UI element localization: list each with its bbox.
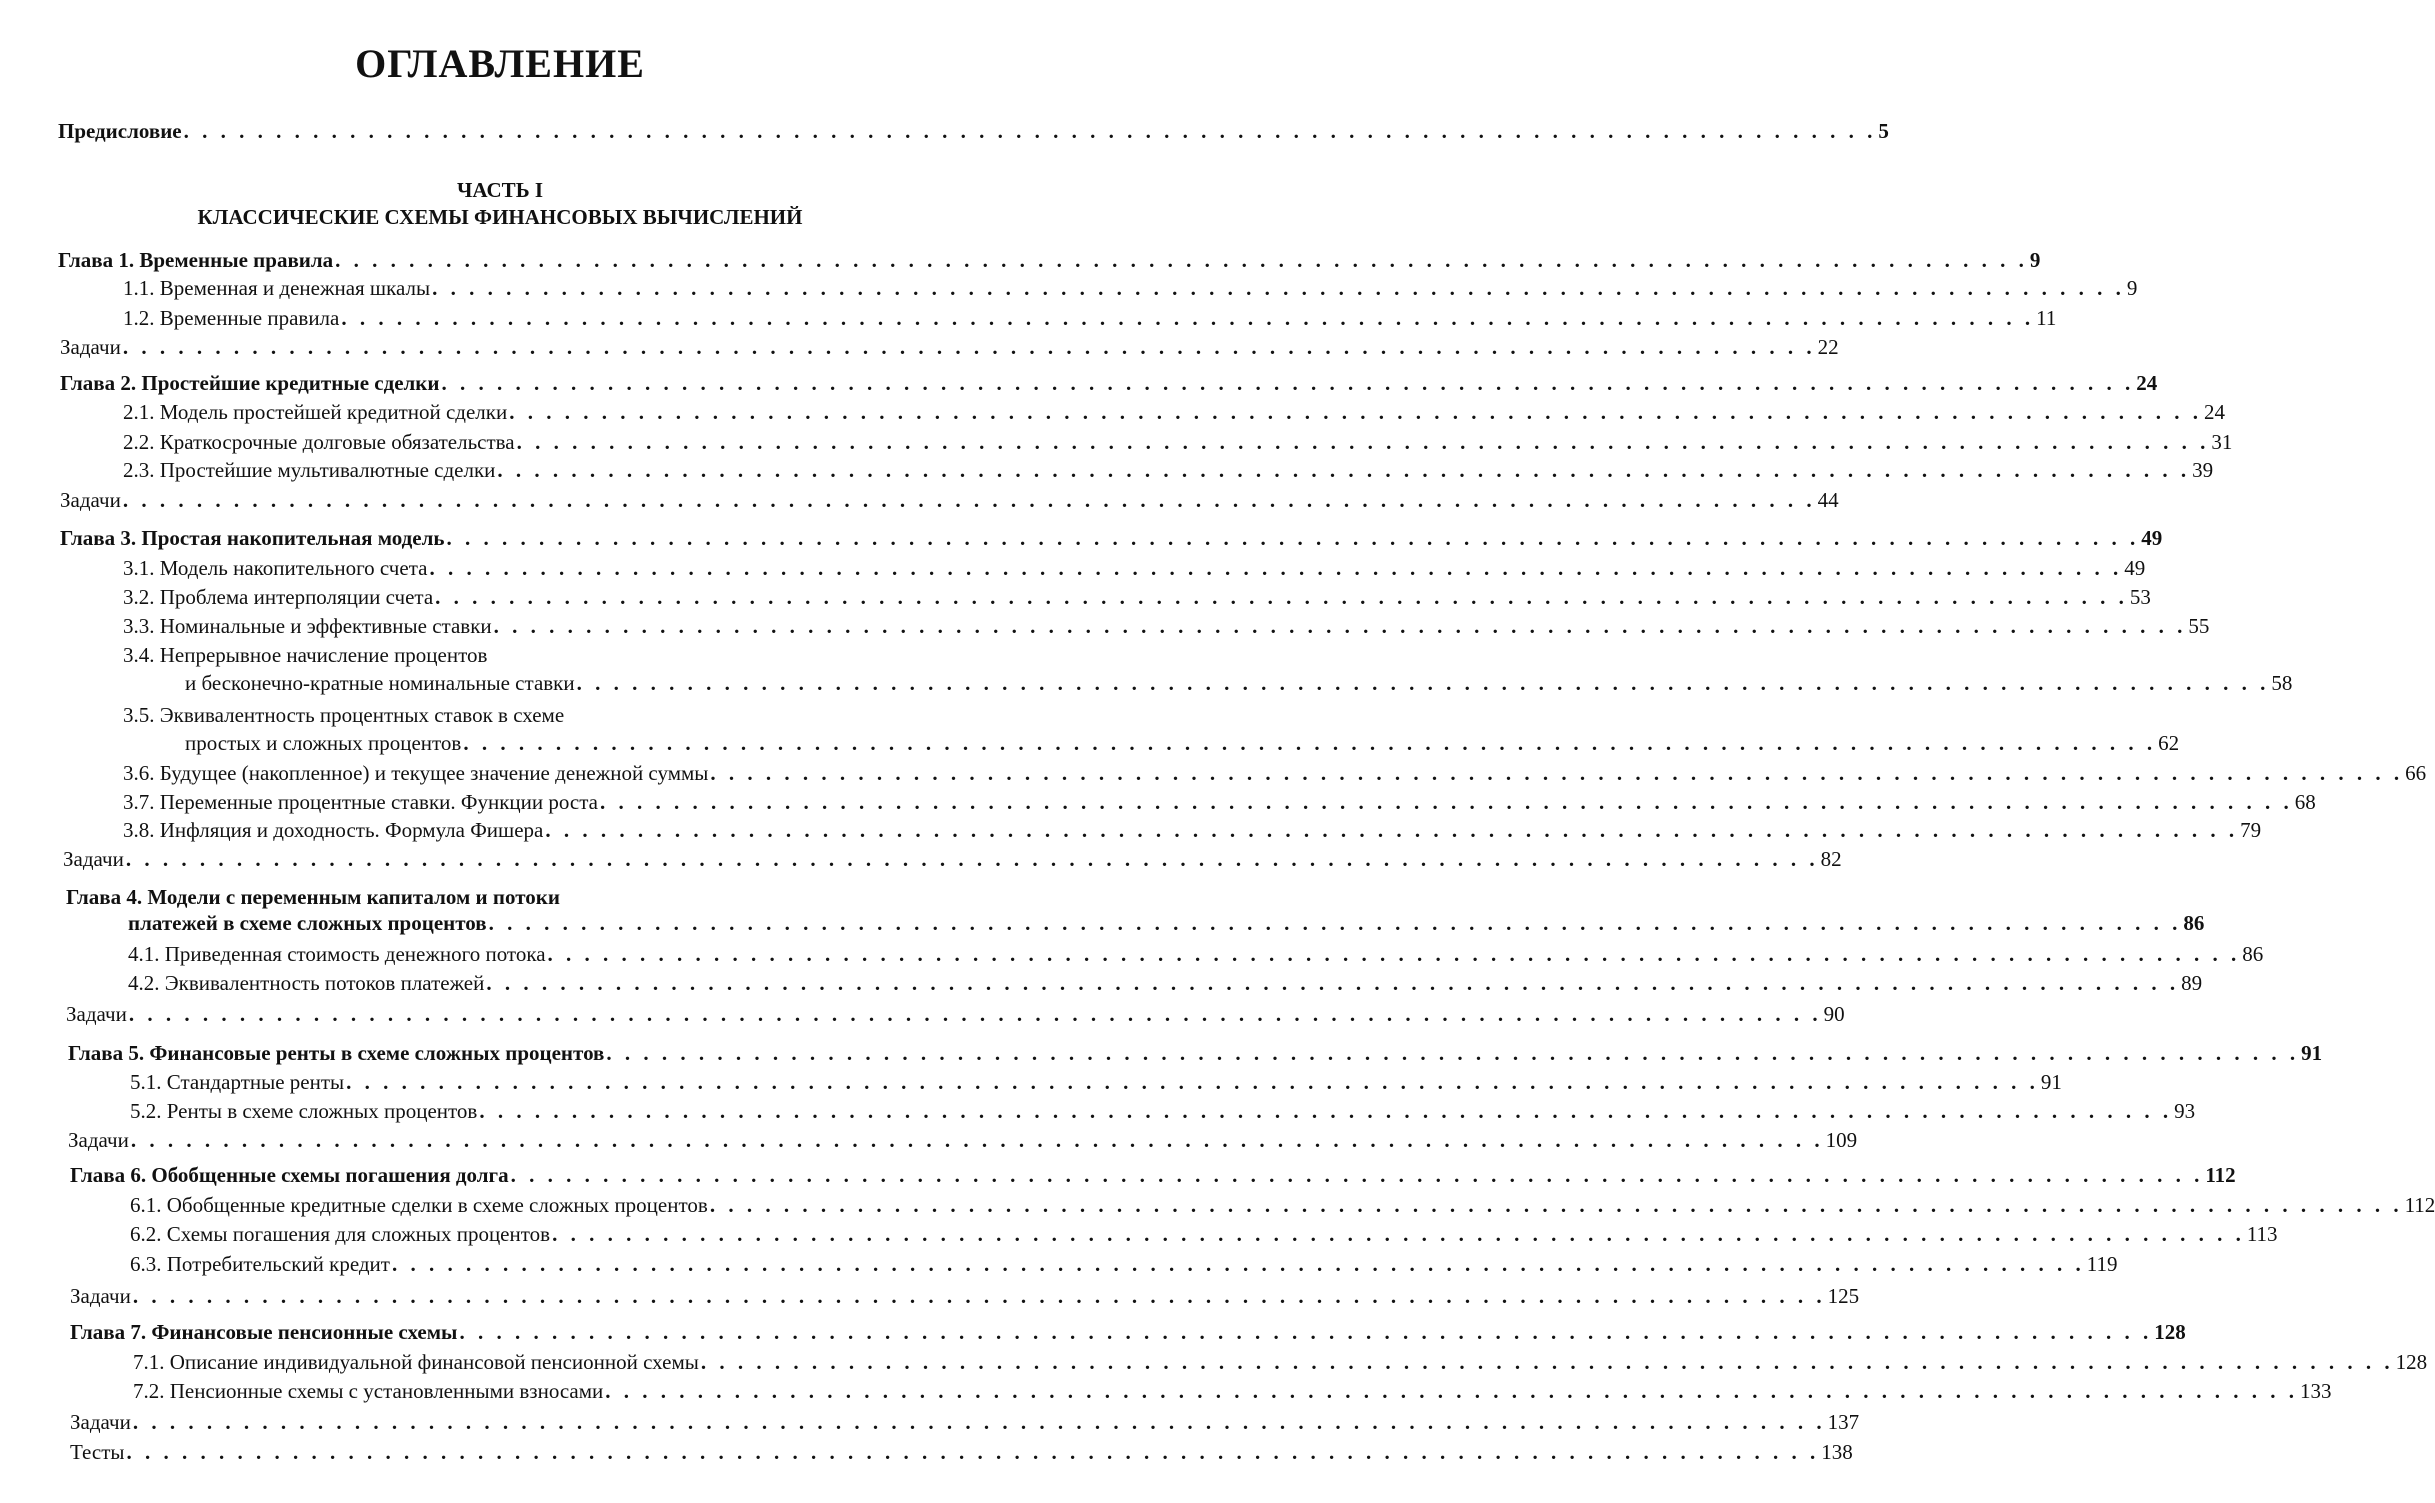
toc-chapter-6[interactable]: Глава 6. Обобщенные схемы погашения долга . . . . . . . . . . . . . . . . . . . . . . . . . . . . . . . . . . . . . . . . . . . . . . . . . . . . . . . . . . . . . . . . . . . . . . . . . . . . . . . . . . . . . . . . . . . . 112 (70, 1163, 2236, 1187)
toc-section-3-5-line1[interactable]: 3.5. Эквивалентность процентных ставок в схеме (123, 703, 565, 727)
part-title: КЛАССИЧЕСКИЕ СХЕМЫ ФИНАНСОВЫХ ВЫЧИСЛЕНИЙ (197, 205, 803, 229)
page-title: ОГЛАВЛЕНИЕ (355, 41, 645, 86)
page-number: 5 (1878, 119, 1889, 143)
toc-section-3-7[interactable]: 3.7. Переменные процентные ставки. Функции роста . . . . . . . . . . . . . . . . . . . . . . . . . . . . . . . . . . . . . . . . . . . . . . . . . . . . . . . . . . . . . . . . . . . . . . . . . . . . . . . . . . . . . . . . . . . . 68 (123, 790, 2316, 814)
toc-section-7-2[interactable]: 7.2. Пенсионные схемы с установленными взносами . . . . . . . . . . . . . . . . . . . . . . . . . . . . . . . . . . . . . . . . . . . . . . . . . . . . . . . . . . . . . . . . . . . . . . . . . . . . . . . . . . . . . . . . . . . . 133 (133, 1379, 2332, 1403)
part-label: ЧАСТЬ I (456, 178, 543, 202)
toc-section-3-4[interactable]: и бесконечно-кратные номинальные ставки . . . . . . . . . . . . . . . . . . . . . . . . . . . . . . . . . . . . . . . . . . . . . . . . . . . . . . . . . . . . . . . . . . . . . . . . . . . . . . . . . . . . . . . . . . . . 58 (185, 671, 2293, 695)
toc-section-1-2[interactable]: 1.2. Временные правила . . . . . . . . . . . . . . . . . . . . . . . . . . . . . . . . . . . . . . . . . . . . . . . . . . . . . . . . . . . . . . . . . . . . . . . . . . . . . . . . . . . . . . . . . . . . 11 (123, 306, 2057, 330)
toc-section-7-1[interactable]: 7.1. Описание индивидуальной финансовой пенсионной схемы . . . . . . . . . . . . . . . . . . . . . . . . . . . . . . . . . . . . . . . . . . . . . . . . . . . . . . . . . . . . . . . . . . . . . . . . . . . . . . . . . . . . . . . . . . . . 128 (133, 1350, 2428, 1374)
toc-tasks-6[interactable]: Задачи . . . . . . . . . . . . . . . . . . . . . . . . . . . . . . . . . . . . . . . . . . . . . . . . . . . . . . . . . . . . . . . . . . . . . . . . . . . . . . . . . . . . . . . . . . . . 125 (70, 1284, 1860, 1308)
toc-section-5-2[interactable]: 5.2. Ренты в схеме сложных процентов . . . . . . . . . . . . . . . . . . . . . . . . . . . . . . . . . . . . . . . . . . . . . . . . . . . . . . . . . . . . . . . . . . . . . . . . . . . . . . . . . . . . . . . . . . . . 93 (130, 1099, 2196, 1123)
toc-section-3-3[interactable]: 3.3. Номинальные и эффективные ставки . . . . . . . . . . . . . . . . . . . . . . . . . . . . . . . . . . . . . . . . . . . . . . . . . . . . . . . . . . . . . . . . . . . . . . . . . . . . . . . . . . . . . . . . . . . . 55 (123, 614, 2210, 638)
toc-chapter-4-line1[interactable]: Глава 4. Модели с переменным капиталом и потоки (66, 885, 560, 909)
toc-section-4-1[interactable]: 4.1. Приведенная стоимость денежного потока . . . . . . . . . . . . . . . . . . . . . . . . . . . . . . . . . . . . . . . . . . . . . . . . . . . . . . . . . . . . . . . . . . . . . . . . . . . . . . . . . . . . . . . . . . . . 86 (128, 942, 2264, 966)
toc-tasks-7[interactable]: Задачи . . . . . . . . . . . . . . . . . . . . . . . . . . . . . . . . . . . . . . . . . . . . . . . . . . . . . . . . . . . . . . . . . . . . . . . . . . . . . . . . . . . . . . . . . . . . 137 (70, 1410, 1860, 1434)
toc-section-2-3[interactable]: 2.3. Простейшие мультивалютные сделки . . . . . . . . . . . . . . . . . . . . . . . . . . . . . . . . . . . . . . . . . . . . . . . . . . . . . . . . . . . . . . . . . . . . . . . . . . . . . . . . . . . . . . . . . . . . 39 (123, 458, 2214, 482)
toc-chapter-3[interactable]: Глава 3. Простая накопительная модель . . . . . . . . . . . . . . . . . . . . . . . . . . . . . . . . . . . . . . . . . . . . . . . . . . . . . . . . . . . . . . . . . . . . . . . . . . . . . . . . . . . . . . . . . . . . 49 (60, 526, 2163, 550)
toc-tests[interactable]: Тесты . . . . . . . . . . . . . . . . . . . . . . . . . . . . . . . . . . . . . . . . . . . . . . . . . . . . . . . . . . . . . . . . . . . . . . . . . . . . . . . . . . . . . . . . . . . . 138 (70, 1440, 1853, 1464)
toc-tasks-3[interactable]: Задачи . . . . . . . . . . . . . . . . . . . . . . . . . . . . . . . . . . . . . . . . . . . . . . . . . . . . . . . . . . . . . . . . . . . . . . . . . . . . . . . . . . . . . . . . . . . . 82 (63, 847, 1842, 871)
toc-section-6-2[interactable]: 6.2. Схемы погашения для сложных процентов . . . . . . . . . . . . . . . . . . . . . . . . . . . . . . . . . . . . . . . . . . . . . . . . . . . . . . . . . . . . . . . . . . . . . . . . . . . . . . . . . . . . . . . . . . . . 113 (130, 1222, 2278, 1246)
toc-section-4-2[interactable]: 4.2. Эквивалентность потоков платежей . . . . . . . . . . . . . . . . . . . . . . . . . . . . . . . . . . . . . . . . . . . . . . . . . . . . . . . . . . . . . . . . . . . . . . . . . . . . . . . . . . . . . . . . . . . . 89 (128, 971, 2203, 995)
toc-section-3-8[interactable]: 3.8. Инфляция и доходность. Формула Фишера . . . . . . . . . . . . . . . . . . . . . . . . . . . . . . . . . . . . . . . . . . . . . . . . . . . . . . . . . . . . . . . . . . . . . . . . . . . . . . . . . . . . . . . . . . . . 79 (123, 818, 2262, 842)
toc-section-2-2[interactable]: 2.2. Краткосрочные долговые обязательства . . . . . . . . . . . . . . . . . . . . . . . . . . . . . . . . . . . . . . . . . . . . . . . . . . . . . . . . . . . . . . . . . . . . . . . . . . . . . . . . . . . . . . . . . . . . 31 (123, 430, 2233, 454)
toc-section-3-5[interactable]: простых и сложных процентов . . . . . . . . . . . . . . . . . . . . . . . . . . . . . . . . . . . . . . . . . . . . . . . . . . . . . . . . . . . . . . . . . . . . . . . . . . . . . . . . . . . . . . . . . . . . 62 (185, 731, 2180, 755)
toc-section-5-1[interactable]: 5.1. Стандартные ренты . . . . . . . . . . . . . . . . . . . . . . . . . . . . . . . . . . . . . . . . . . . . . . . . . . . . . . . . . . . . . . . . . . . . . . . . . . . . . . . . . . . . . . . . . . . . 91 (130, 1070, 2062, 1094)
toc-section-3-6[interactable]: 3.6. Будущее (накопленное) и текущее значение денежной суммы . . . . . . . . . . . . . . . . . . . . . . . . . . . . . . . . . . . . . . . . . . . . . . . . . . . . . . . . . . . . . . . . . . . . . . . . . . . . . . . . . . . . . . . . . . . . 66 (123, 761, 2427, 785)
toc-section-6-1[interactable]: 6.1. Обобщенные кредитные сделки в схеме сложных процентов . . . . . . . . . . . . . . . . . . . . . . . . . . . . . . . . . . . . . . . . . . . . . . . . . . . . . . . . . . . . . . . . . . . . . . . . . . . . . . . . . . . . . . . . . . . . 112 (130, 1193, 2435, 1217)
toc-chapter-1[interactable]: Глава 1. Временные правила . . . . . . . . . . . . . . . . . . . . . . . . . . . . . . . . . . . . . . . . . . . . . . . . . . . . . . . . . . . . . . . . . . . . . . . . . . . . . . . . . . . . . . . . . . . . 9 (58, 248, 2041, 272)
toc-chapter-4[interactable]: платежей в схеме сложных процентов . . . . . . . . . . . . . . . . . . . . . . . . . . . . . . . . . . . . . . . . . . . . . . . . . . . . . . . . . . . . . . . . . . . . . . . . . . . . . . . . . . . . . . . . . . . . 86 (128, 911, 2205, 935)
toc-tasks-1[interactable]: Задачи . . . . . . . . . . . . . . . . . . . . . . . . . . . . . . . . . . . . . . . . . . . . . . . . . . . . . . . . . . . . . . . . . . . . . . . . . . . . . . . . . . . . . . . . . . . . 22 (60, 335, 1839, 359)
toc-section-2-1[interactable]: 2.1. Модель простейшей кредитной сделки . . . . . . . . . . . . . . . . . . . . . . . . . . . . . . . . . . . . . . . . . . . . . . . . . . . . . . . . . . . . . . . . . . . . . . . . . . . . . . . . . . . . . . . . . . . . 24 (123, 400, 2225, 424)
toc-section-6-3[interactable]: 6.3. Потребительский кредит . . . . . . . . . . . . . . . . . . . . . . . . . . . . . . . . . . . . . . . . . . . . . . . . . . . . . . . . . . . . . . . . . . . . . . . . . . . . . . . . . . . . . . . . . . . . 119 (130, 1252, 2118, 1276)
toc-chapter-5[interactable]: Глава 5. Финансовые ренты в схеме сложных процентов . . . . . . . . . . . . . . . . . . . . . . . . . . . . . . . . . . . . . . . . . . . . . . . . . . . . . . . . . . . . . . . . . . . . . . . . . . . . . . . . . . . . . . . . . . . . 91 (68, 1041, 2323, 1065)
toc-tasks-4[interactable]: Задачи . . . . . . . . . . . . . . . . . . . . . . . . . . . . . . . . . . . . . . . . . . . . . . . . . . . . . . . . . . . . . . . . . . . . . . . . . . . . . . . . . . . . . . . . . . . . 90 (66, 1002, 1845, 1026)
toc-section-3-2[interactable]: 3.2. Проблема интерполяции счета . . . . . . . . . . . . . . . . . . . . . . . . . . . . . . . . . . . . . . . . . . . . . . . . . . . . . . . . . . . . . . . . . . . . . . . . . . . . . . . . . . . . . . . . . . . . 53 (123, 585, 2151, 609)
leader-dots: . . . . . . . . . . . . . . . . . . . . . . . . . . . . . . . . . . . . . . . . . . . . . . . . . . . . . . . . . . . . . . . . . . . . . . . . . . . . . . . . . . . . . . . . . . . . (183, 119, 1877, 143)
toc-tasks-2[interactable]: Задачи . . . . . . . . . . . . . . . . . . . . . . . . . . . . . . . . . . . . . . . . . . . . . . . . . . . . . . . . . . . . . . . . . . . . . . . . . . . . . . . . . . . . . . . . . . . . 44 (60, 488, 1839, 512)
toc-section-3-4-line1[interactable]: 3.4. Непрерывное начисление процентов (123, 643, 488, 667)
toc-chapter-7[interactable]: Глава 7. Финансовые пенсионные схемы . . . . . . . . . . . . . . . . . . . . . . . . . . . . . . . . . . . . . . . . . . . . . . . . . . . . . . . . . . . . . . . . . . . . . . . . . . . . . . . . . . . . . . . . . . . . 128 (70, 1320, 2186, 1344)
toc-chapter-2[interactable]: Глава 2. Простейшие кредитные сделки . . . . . . . . . . . . . . . . . . . . . . . . . . . . . . . . . . . . . . . . . . . . . . . . . . . . . . . . . . . . . . . . . . . . . . . . . . . . . . . . . . . . . . . . . . . . 24 (60, 371, 2158, 395)
toc-section-3-1[interactable]: 3.1. Модель накопительного счета . . . . . . . . . . . . . . . . . . . . . . . . . . . . . . . . . . . . . . . . . . . . . . . . . . . . . . . . . . . . . . . . . . . . . . . . . . . . . . . . . . . . . . . . . . . . 49 (123, 556, 2146, 580)
toc-entry-preface[interactable]: Предисловие . . . . . . . . . . . . . . . . . . . . . . . . . . . . . . . . . . . . . . . . . . . . . . . . . . . . . . . . . . . . . . . . . . . . . . . . . . . . . . . . . . . . . . . . . . . . 5 (58, 119, 1889, 143)
toc-tasks-5[interactable]: Задачи . . . . . . . . . . . . . . . . . . . . . . . . . . . . . . . . . . . . . . . . . . . . . . . . . . . . . . . . . . . . . . . . . . . . . . . . . . . . . . . . . . . . . . . . . . . . 109 (68, 1128, 1858, 1152)
toc-section-1-1[interactable]: 1.1. Временная и денежная шкалы . . . . . . . . . . . . . . . . . . . . . . . . . . . . . . . . . . . . . . . . . . . . . . . . . . . . . . . . . . . . . . . . . . . . . . . . . . . . . . . . . . . . . . . . . . . . 9 (123, 276, 2138, 300)
